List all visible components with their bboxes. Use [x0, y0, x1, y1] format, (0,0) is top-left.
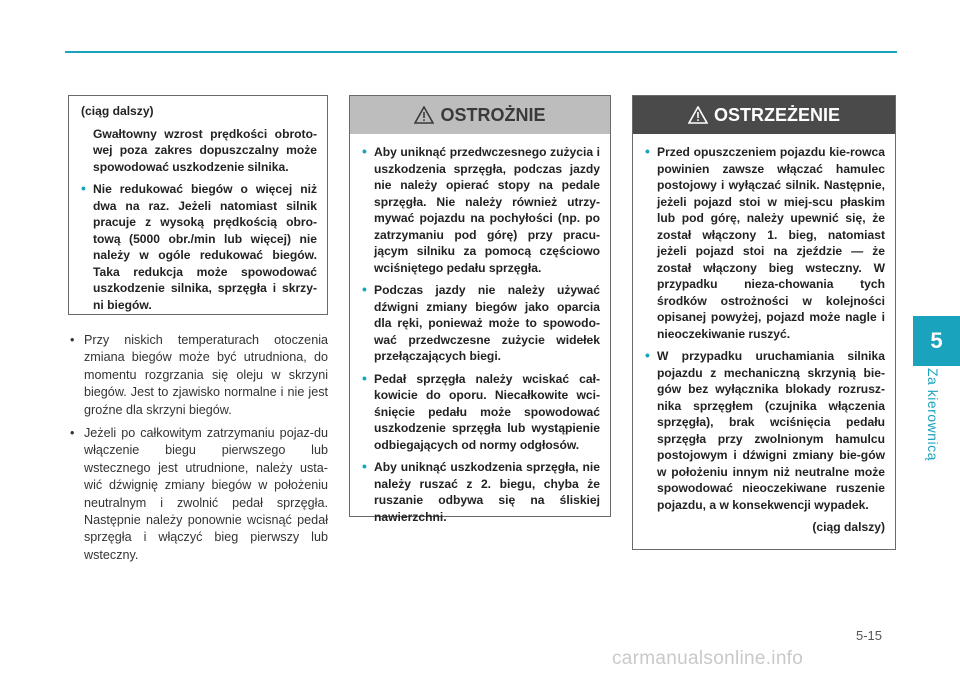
- page-number: 5-15: [856, 628, 883, 643]
- warning-header: [633, 96, 895, 134]
- caution-title: OSTROŻNIE: [440, 104, 546, 125]
- continued-heading: (ciąg dalszy): [81, 104, 154, 118]
- warning-triangle-icon: [688, 106, 708, 124]
- body-paragraph: • Przy niskich temperaturach otoczenia zmiana biegów może być utrudniona, do momentu rozgrzania się oleju w skrzyni biegów. Jest to zjawisko normalne i nie jest groźne dla skrzyni biegów.: [68, 332, 328, 419]
- chapter-number: 5: [930, 328, 943, 353]
- left-continued-box: [68, 95, 328, 315]
- warning-triangle-icon: [414, 106, 434, 124]
- body-text: [68, 332, 328, 570]
- caution-bullet: • Aby uniknąć uszkodzenia sprzęgła, nie należy ruszać z 2. biegu, chyba że ruszanie odbywa się na śliskiej nawierzchni.: [362, 459, 600, 525]
- warning-continued: (ciąg dalszy): [812, 520, 885, 534]
- left-bullet: • Nie redukować biegów o więcej niż dwa na raz. Jeżeli natomiast silnik pracuje z wysoką prędkością obro-tową (5000 obr./min lub więcej) nie należy w ogóle redukować biegów. Taka redukcja może spowodować uszkodzenie silnika, sprzęgła i skrzy-ni biegów.: [81, 181, 317, 313]
- warning-title: OSTRZEŻENIE: [713, 104, 840, 125]
- continued-text: Gwałtowny wzrost prędkości obroto-wej poza zakres dopuszczalny może spowodować uszkodzenie silnika.: [93, 126, 317, 174]
- caution-bullet: • Pedał sprzęgła należy wciskać cał-kowicie do oporu. Niecałkowite wci-śnięcie pedału może spowodować uszkodzenie sprzęgła lub wystąpienie odbiegających od normy odgłosów.: [362, 371, 600, 454]
- warning-box: [632, 95, 896, 550]
- warning-bullet: • W przypadku uruchamiania silnika pojazdu z mechaniczną skrzynią bie-gów bez wyłącznika blokady rozrusz-nika sprzęgłem (czujnika włączenia sprzęgła), brak wciśnięcia pedału sprzęgła przy zwolnionym hamulcu postojowym i dźwigni zmiany bie-gów w położeniu innym niż neutralne może spowodować nieoczekiwane ruszenie pojazdu, a w konsekwencji wypadek.: [645, 348, 885, 513]
- body-paragraph: • Jeżeli po całkowitym zatrzymaniu pojaz-du włączenie biegu pierwszego lub wstecznego jest utrudnione, należy usta-wić dźwignię zmiany biegów w położeniu neutralnym i zwolnić pedał sprzęgła. Następnie należy ponownie wcisnąć pedał sprzęgła i włączyć bieg pierwszy lub wsteczny.: [68, 425, 328, 564]
- watermark: carmanualsonline.info: [612, 648, 804, 669]
- warning-bullet: • Przed opuszczeniem pojazdu kie-rowca powinien zawsze włączać hamulec postojowy i wyłączać silnik. Następnie, jeżeli pojazd stoi w miej-scu płaskim lub pod górę, należy upewnić się, że został włączony 1. bieg, natomiast jeżeli pojazd stoi na zjeździe — że został włączony bieg wsteczny. W przypadku nieza-chowania tych środków ostrożności w kolejności opisanej powyżej, pojazd może nagle i nieoczekiwanie ruszyć.: [645, 144, 885, 342]
- caution-bullet: • Aby uniknąć przedwczesnego zużycia i uszkodzenia sprzęgła, podczas jazdy nie należy opierać stopy na pedale sprzęgła. Nie należy również utrzy-mywać pojazdu na pochyłości (np. po zatrzymaniu pod górę) przy pracu-jącym silniku za pomocą częściowo wciśniętego pedału sprzęgła.: [362, 144, 600, 276]
- chapter-tab[interactable]: [913, 316, 960, 366]
- chapter-label: Za kierownicą: [925, 368, 941, 461]
- caution-box: [349, 95, 611, 524]
- caution-header: [350, 96, 610, 134]
- caution-bullet: • Podczas jazdy nie należy używać dźwigni zmiany biegów jako oparcia dla ręki, ponieważ może to spowodo-wać przedwczesne zużycie widełek przełączających biegi.: [362, 282, 600, 365]
- top-rule: [65, 51, 897, 53]
